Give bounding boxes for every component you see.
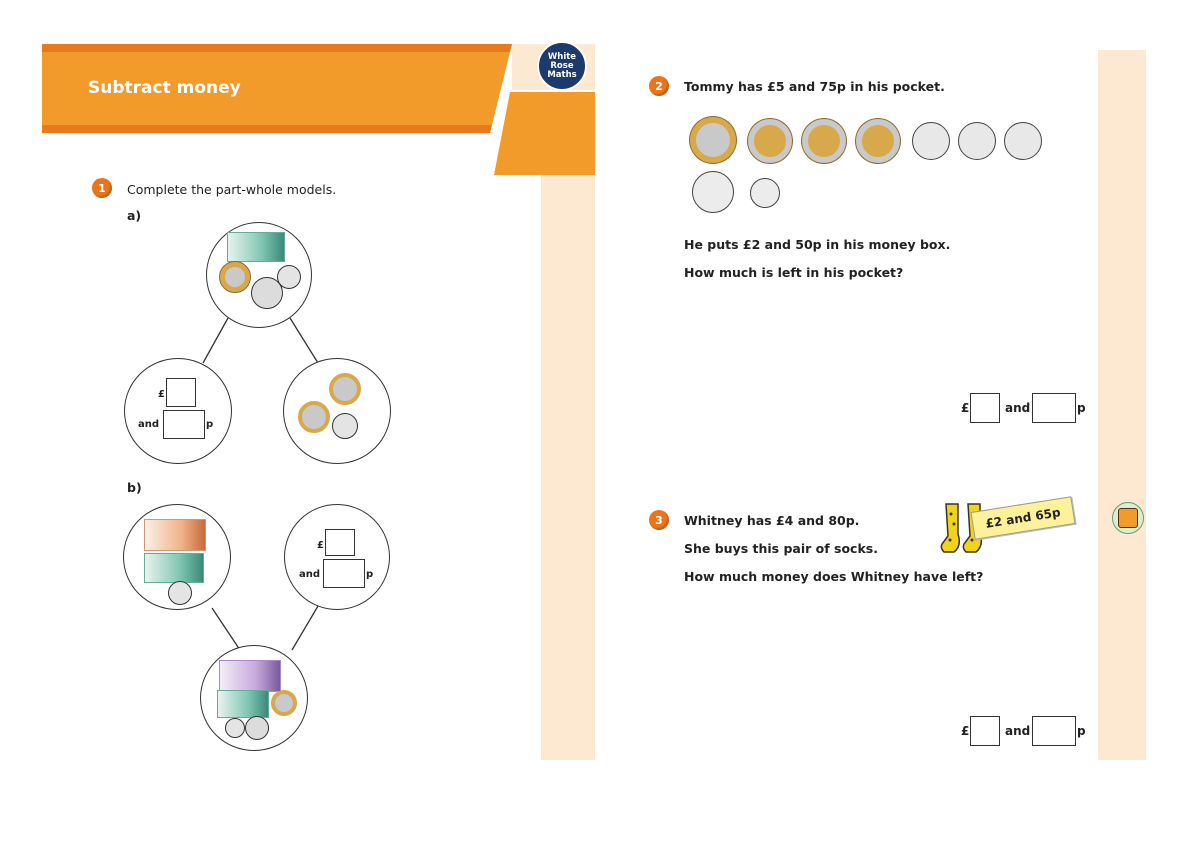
twenty-pence-coin-icon xyxy=(332,413,358,439)
q3-and-label: and xyxy=(1005,724,1031,738)
part-a-label: a) xyxy=(127,208,142,223)
part-a-right-part-circle xyxy=(283,358,391,464)
part-b-pence-box[interactable] xyxy=(323,559,365,588)
q2-pounds-box[interactable] xyxy=(970,393,1000,423)
two-pound-coin-icon xyxy=(298,401,330,433)
part-b-left-part-circle xyxy=(123,504,231,610)
twenty-pence-coin-icon xyxy=(912,122,950,160)
q3-pound-symbol: £ xyxy=(961,724,970,738)
q3-pounds-box[interactable] xyxy=(970,716,1000,746)
fifty-pence-coin-icon xyxy=(245,716,269,740)
q2-pence-box[interactable] xyxy=(1032,393,1076,423)
part-b-p-label: p xyxy=(366,569,374,580)
part-b-pound-symbol: £ xyxy=(317,540,324,551)
logo-word-1: White xyxy=(547,51,577,62)
five-pound-note-icon xyxy=(227,232,285,262)
part-b-and-label: and xyxy=(299,569,321,580)
part-b-label: b) xyxy=(127,480,142,495)
twenty-pence-coin-icon xyxy=(958,122,996,160)
one-pound-coin-icon xyxy=(802,119,846,163)
part-a-pound-symbol: £ xyxy=(158,389,165,400)
right-page xyxy=(596,0,1191,842)
q2-p-label: p xyxy=(1077,401,1086,415)
five-pound-note-icon xyxy=(217,690,269,718)
dice-icon xyxy=(1118,508,1138,528)
part-b-pounds-box[interactable] xyxy=(325,529,355,556)
part-a-and-label: and xyxy=(138,419,160,430)
ten-pence-coin-icon xyxy=(692,171,734,213)
price-tag-text: £2 and 65p xyxy=(984,505,1062,531)
two-pound-coin-icon xyxy=(329,373,361,405)
logo-word-3: Maths xyxy=(547,69,577,80)
twenty-pence-coin-icon xyxy=(1004,122,1042,160)
left-page xyxy=(0,0,595,842)
question-2-text: Tommy has £5 and 75p in his pocket. xyxy=(684,79,945,94)
question-1-text: Complete the part-whole models. xyxy=(127,182,337,197)
dice-challenge-icon xyxy=(1112,502,1144,534)
question-2-line-2: He puts £2 and 50p in his money box. xyxy=(684,237,951,252)
twenty-pence-coin-icon xyxy=(277,265,301,289)
question-2-number: 2 xyxy=(649,76,669,96)
ten-pound-note-icon xyxy=(144,519,206,551)
question-2-line-3: How much is left in his pocket? xyxy=(684,265,904,280)
question-3-line-2: She buys this pair of socks. xyxy=(684,541,878,556)
part-a-left-part-circle xyxy=(124,358,232,464)
logo-word-2: Rose xyxy=(550,60,574,71)
q2-coins xyxy=(690,117,1050,227)
five-pound-note-icon xyxy=(144,553,204,583)
one-pound-coin-icon xyxy=(856,119,900,163)
one-pound-coin-icon xyxy=(748,119,792,163)
question-1-number: 1 xyxy=(92,178,112,198)
q3-pence-box[interactable] xyxy=(1032,716,1076,746)
two-pound-coin-icon xyxy=(271,690,297,716)
q2-pound-symbol: £ xyxy=(961,401,970,415)
right-sidebar-strip xyxy=(1098,50,1146,760)
part-b-right-part-circle xyxy=(284,504,390,610)
two-pound-coin-icon xyxy=(219,261,251,293)
ten-pence-coin-icon xyxy=(225,718,245,738)
part-a-p-label: p xyxy=(206,419,214,430)
ten-pence-coin-icon xyxy=(168,581,192,605)
page-title: Subtract money xyxy=(88,78,241,98)
part-b-whole-circle xyxy=(200,645,308,751)
question-3-number: 3 xyxy=(649,510,669,530)
part-a-pounds-box[interactable] xyxy=(166,378,196,407)
q3-p-label: p xyxy=(1077,724,1086,738)
part-a-whole-circle xyxy=(206,222,312,328)
q2-and-label: and xyxy=(1005,401,1031,415)
five-pence-coin-icon xyxy=(750,178,780,208)
two-pound-coin-icon xyxy=(690,117,736,163)
question-3-line-1: Whitney has £4 and 80p. xyxy=(684,513,860,528)
question-3-line-3: How much money does Whitney have left? xyxy=(684,569,984,584)
twenty-pound-note-icon xyxy=(219,660,281,692)
part-a-pence-box[interactable] xyxy=(163,410,205,439)
